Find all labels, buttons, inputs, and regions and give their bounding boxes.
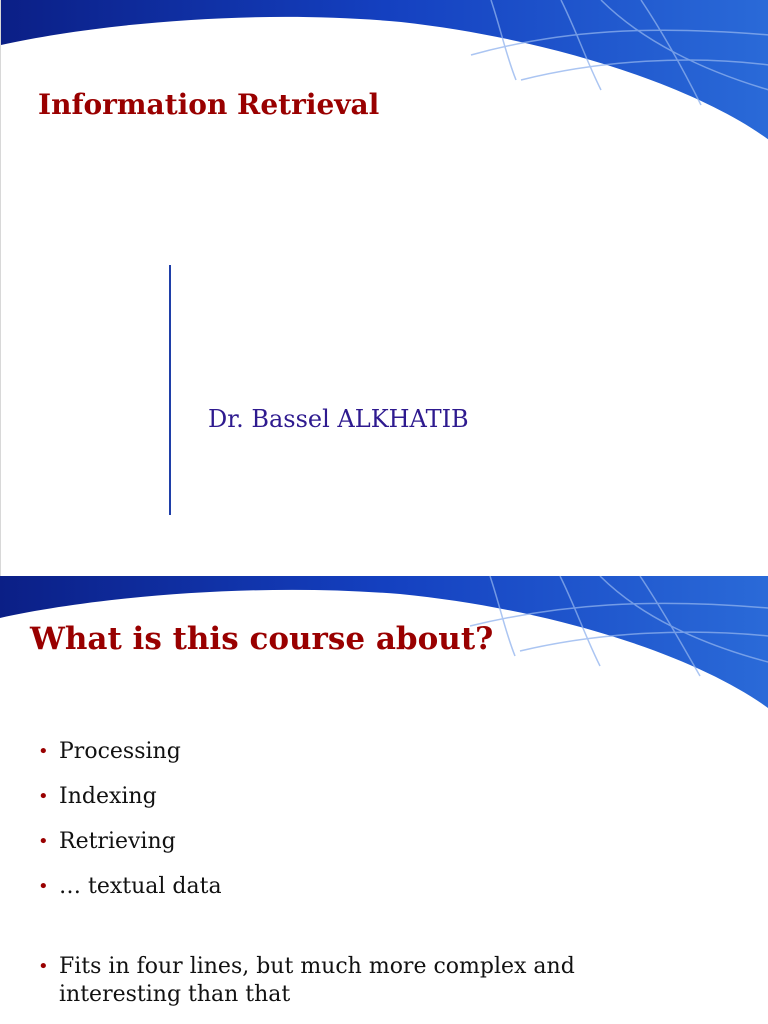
bullet-dot-icon: • — [38, 786, 49, 807]
bullet-dot-icon: • — [38, 956, 49, 977]
bullet-text: Fits in four lines, but much more complex and interesting than that — [59, 954, 575, 1007]
content-slide — [0, 576, 768, 1024]
vertical-divider — [169, 265, 171, 515]
bullet-dot-icon: • — [38, 876, 49, 897]
list-item — [38, 783, 619, 811]
list-item — [38, 738, 619, 766]
bullet-dot-icon: • — [38, 741, 49, 762]
bullet-text: Retrieving — [59, 829, 176, 854]
bullet-text: Indexing — [59, 784, 157, 809]
list-item — [38, 873, 619, 901]
slide-title: Information Retrieval — [38, 88, 380, 121]
slide-title: What is this course about? — [30, 621, 494, 657]
author-name: Dr. Bassel ALKHATIB — [208, 405, 469, 433]
bullet-text: … textual data — [59, 874, 222, 899]
list-item — [38, 953, 619, 1009]
list-item — [38, 828, 619, 856]
bullet-text: Processing — [59, 739, 181, 764]
bullet-list — [38, 738, 619, 1024]
bullet-dot-icon: • — [38, 831, 49, 852]
